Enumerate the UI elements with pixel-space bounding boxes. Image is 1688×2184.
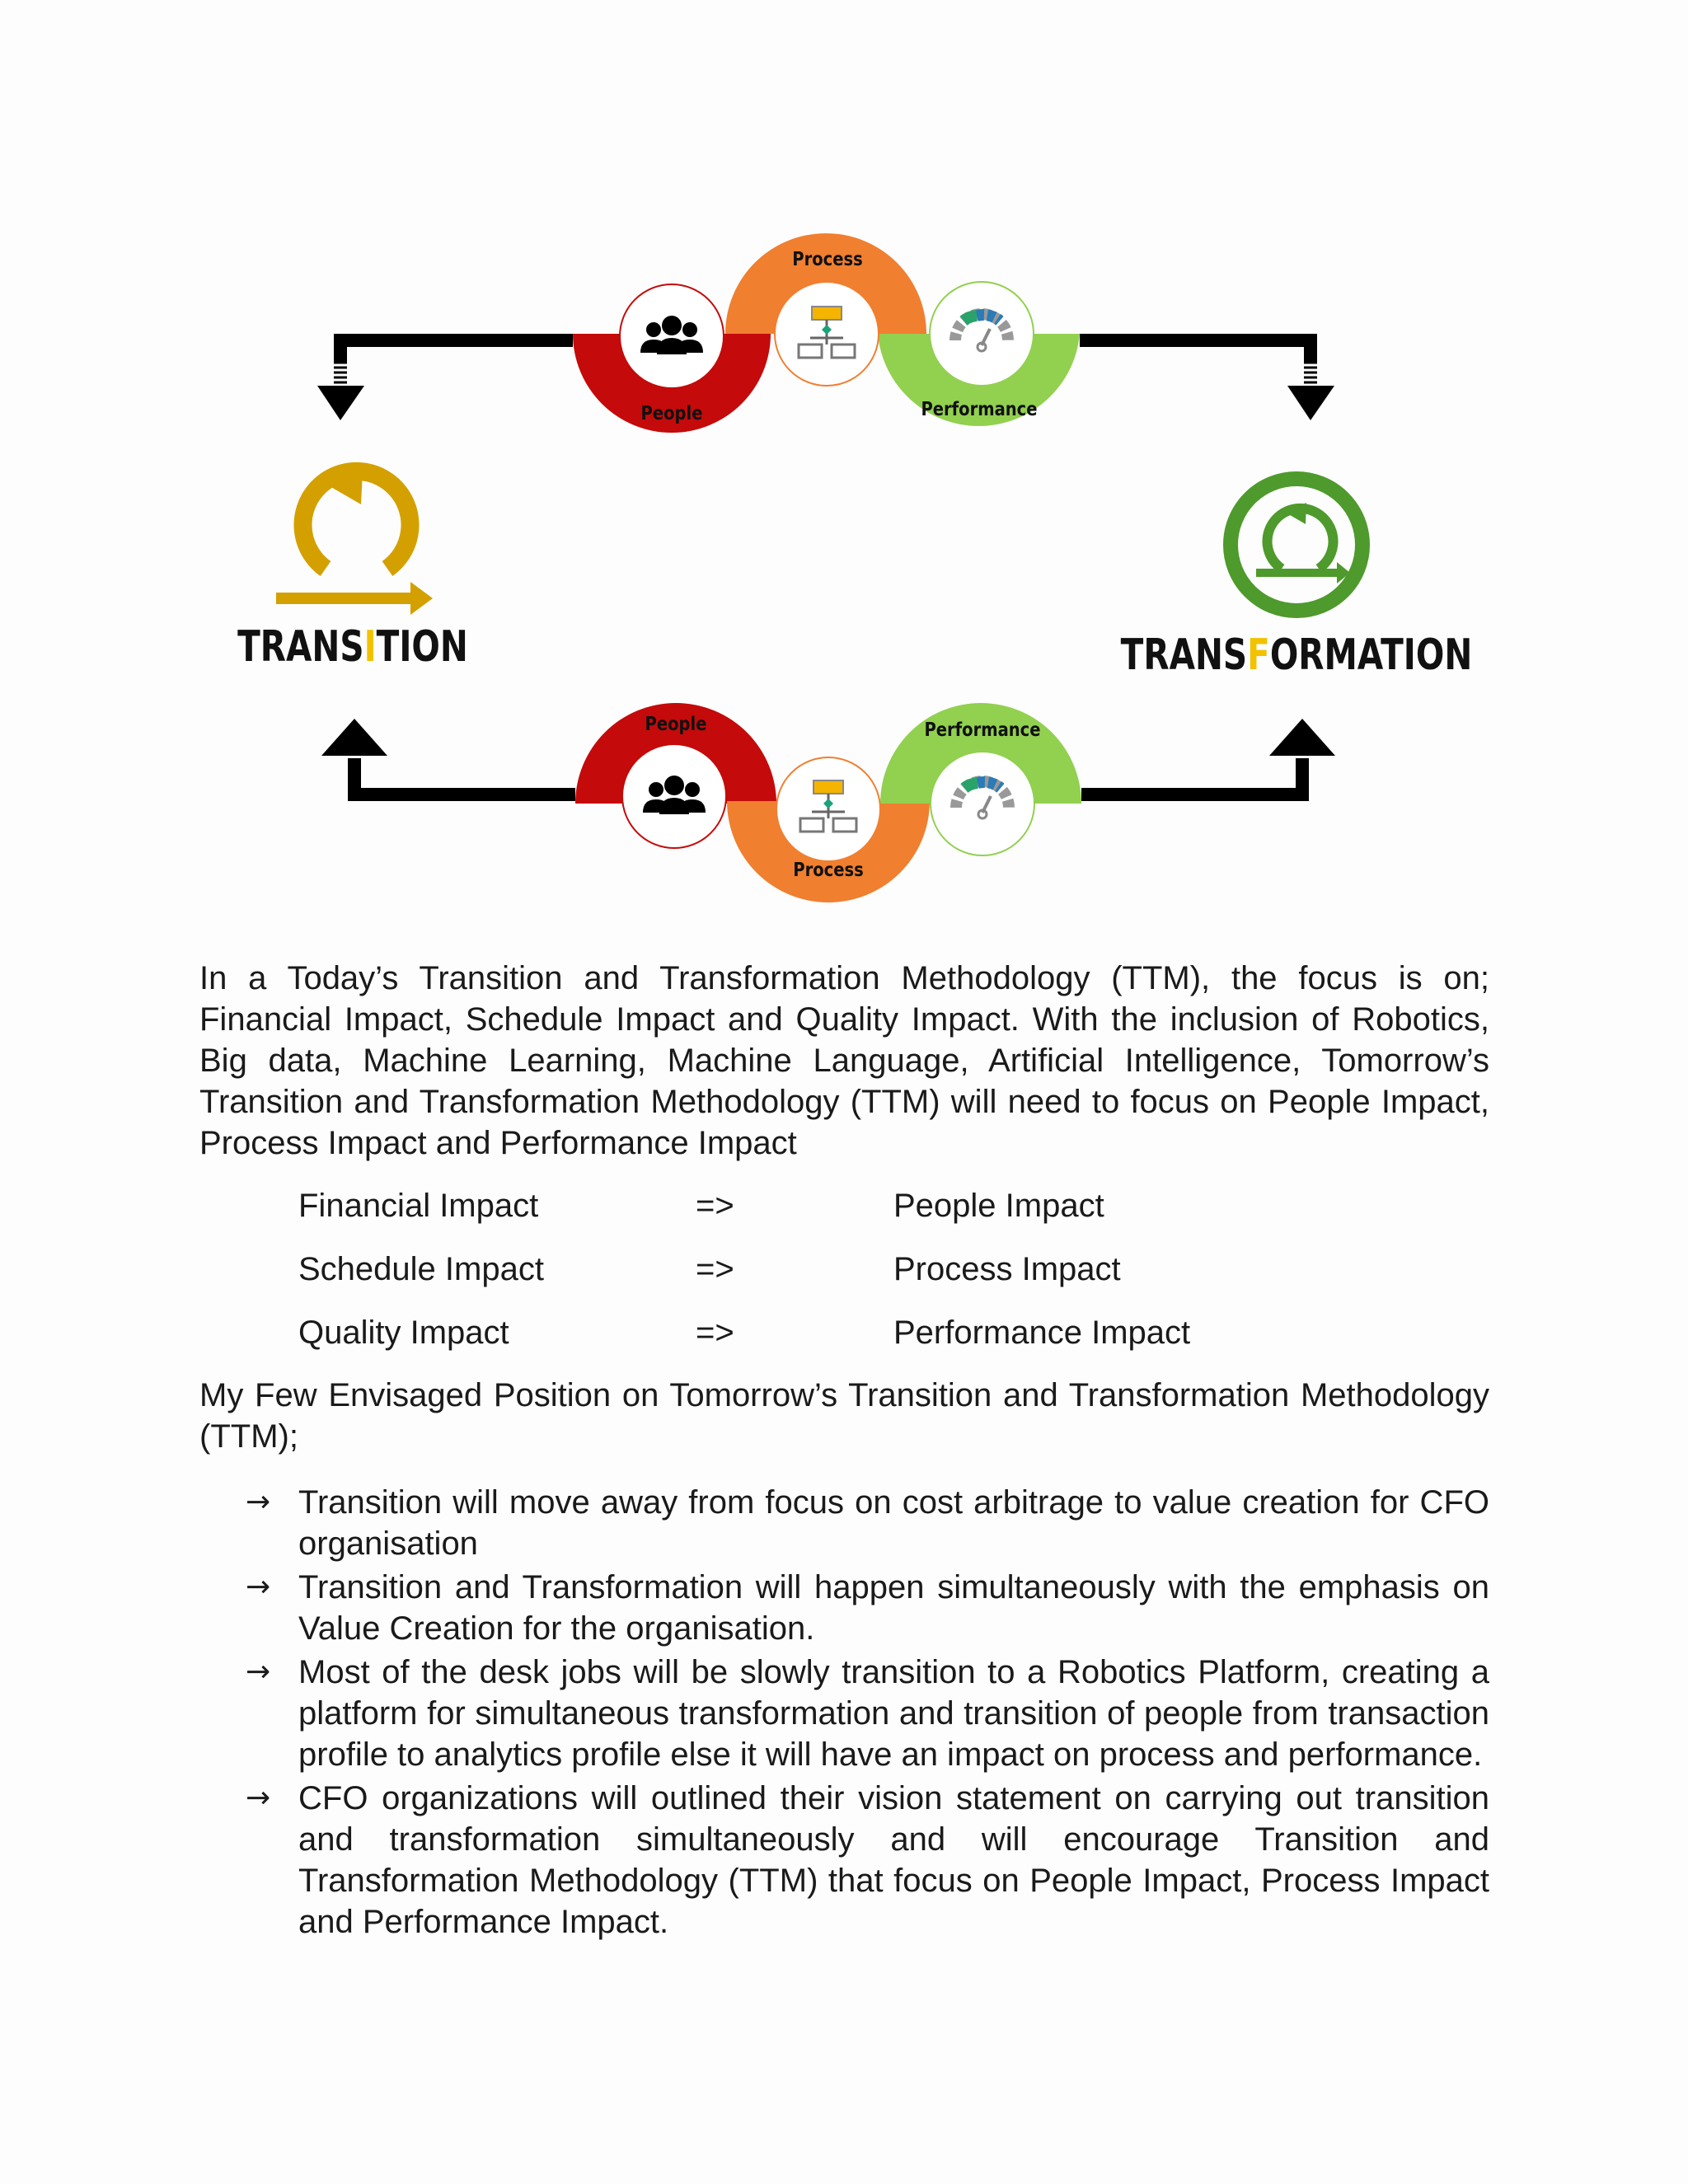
top-wave [573, 233, 1080, 433]
mapping-from: Quality Impact [298, 1315, 509, 1351]
bottom-right-arrow [1081, 719, 1335, 794]
bottom-wave [575, 703, 1081, 902]
top-left-arrow [317, 340, 573, 420]
bottom-performance-label: Performance [924, 719, 1041, 742]
list-item [199, 1482, 1489, 1564]
positions-heading: My Few Envisaged Position on Tomorrow’s Transition and Transformation Methodology (TTM); [199, 1377, 1489, 1455]
list-item [199, 1567, 1489, 1649]
mapping-arrow: => [696, 1315, 734, 1351]
mapping-to: Performance Impact [893, 1315, 1191, 1351]
list-item-text: Transition will move away from focus on cost arbitrage to value creation for CFO organisation [298, 1484, 1489, 1562]
arrow-bullet-icon: → [246, 1485, 271, 1519]
list-item [199, 1652, 1489, 1775]
transition-label: TRANSITION [237, 621, 468, 672]
cycle-arrow-icon [276, 471, 433, 615]
intro-paragraph: In a Today’s Transition and Transformation Methodology (TTM), the focus is on; Financial Impact, Schedule Impact and Quality Impact. With the inclusion of Robotics, Big data, Machine Learning, Machine Language, Artificial Intelligence, Tomorrow’s Transition and Transformation Methodology (TTM) will need to focus on People Impact, Process Impact and Performance Impact [199, 960, 1489, 1161]
cycle-arrow-badge-icon [1231, 479, 1362, 611]
top-process-label: Process [792, 248, 863, 271]
arrow-bullet-icon: → [246, 1655, 271, 1689]
positions-list [199, 1482, 1489, 1945]
mapping-to: Process Impact [893, 1251, 1121, 1287]
mapping-to: People Impact [893, 1188, 1104, 1224]
mapping-arrow: => [696, 1251, 734, 1287]
top-performance-label: Performance [921, 398, 1038, 421]
transition-node [237, 471, 468, 671]
bottom-process-label: Process [793, 859, 864, 882]
transformation-node [1121, 479, 1473, 679]
mapping-from: Schedule Impact [298, 1251, 544, 1287]
list-item-text: Most of the desk jobs will be slowly transition to a Robotics Platform, creating a platform for simultaneous transformation and transition of people from transaction profile to analytics profile else it will have an impact on process and performance. [298, 1654, 1489, 1773]
bottom-people-label: People [645, 713, 707, 736]
mapping-arrow: => [696, 1188, 734, 1224]
arrow-bullet-icon: → [246, 1570, 271, 1604]
mapping-from: Financial Impact [298, 1188, 539, 1224]
bottom-left-arrow [321, 719, 575, 794]
top-people-label: People [640, 402, 703, 425]
list-item-text: CFO organizations will outlined their vision statement on carrying out transition and transformation simultaneously and will encourage Transition and Transformation Methodology (TTM) that focus on People Impact, Process Impact and Performance Impact. [298, 1780, 1489, 1940]
list-item [199, 1778, 1489, 1943]
top-right-arrow [1080, 340, 1334, 420]
list-item-text: Transition and Transformation will happen simultaneously with the emphasis on Value Creation for the organisation. [298, 1569, 1489, 1647]
arrow-bullet-icon: → [246, 1781, 271, 1815]
transformation-label: TRANSFORMATION [1120, 630, 1473, 680]
transition-transformation-diagram [0, 0, 1688, 923]
